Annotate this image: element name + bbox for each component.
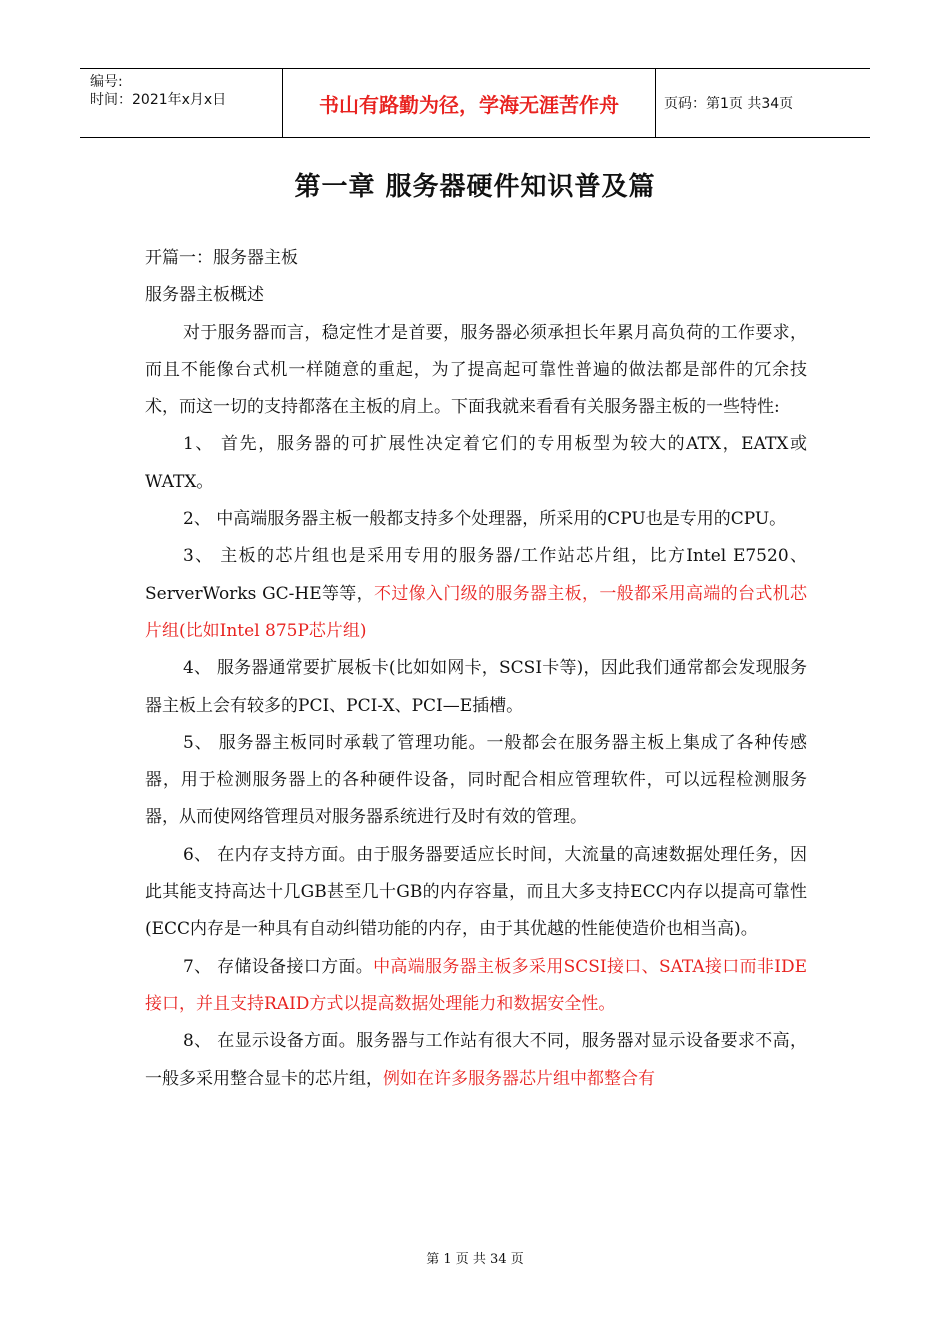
- list-item-text: 3、 主板的芯片组也是采用专用的服务器/工作站芯片组，比方Intel E7520、ServerWorks GC-HE等等，: [145, 546, 807, 604]
- list-item: [145, 725, 807, 837]
- document-date: 时间：2021年x月x日: [90, 92, 227, 108]
- list-item-text: 2、 中高端服务器主板一般都支持多个处理器，所采用的CPU也是专用的CPU。: [183, 509, 787, 530]
- subheading: 服务器主板概述: [145, 285, 264, 306]
- list-item: [145, 426, 807, 501]
- page-info: 页码：第1页 共34页: [664, 96, 794, 112]
- section-heading: 开篇一：服务器主板: [145, 248, 298, 268]
- document-body: [145, 240, 807, 1098]
- header-table: [80, 68, 870, 138]
- list-item-text: 8、 在显示设备方面。服务器与工作站有很大不同，服务器对显示设备要求不高，一般多采用整合显卡的芯片组，: [145, 1031, 807, 1089]
- list-item-text: 1、 首先，服务器的可扩展性决定着它们的专用板型为较大的ATX，EATX或WATX。: [145, 434, 807, 492]
- list-item: [145, 501, 807, 538]
- list-item-text: 6、 在内存支持方面。由于服务器要适应长时间，大流量的高速数据处理任务，因此其能支持高达十几GB甚至几十GB的内存容量，而且大多支持ECC内存以提高可靠性(ECC内存是一种具有自动纠错功能的内存，由于其优越的性能使造价也相当高)。: [145, 844, 807, 940]
- header-page-cell: [656, 69, 870, 137]
- list-item-highlight: 例如在许多服务器芯片组中都整合有: [383, 1068, 655, 1089]
- list-item-highlight: 不过像入门级的服务器主板，一般都采用高端的台式机芯片组(比如Intel 875P芯片组): [145, 583, 808, 641]
- list-item: [145, 650, 807, 725]
- list-item: [145, 949, 807, 1024]
- page-footer: 第 1 页 共 34 页: [426, 1252, 524, 1267]
- motto-text: 书山有路勤为径，学海无涯苦作舟: [319, 92, 619, 117]
- list-item: [145, 1023, 807, 1098]
- header-meta-cell: [80, 69, 282, 137]
- chapter-title: 第一章 服务器硬件知识普及篇: [294, 172, 656, 202]
- document-number-label: 编号:: [90, 74, 123, 90]
- header-motto-cell: [282, 69, 656, 137]
- list-item-highlight: 中高端服务器主板多采用SCSI接口、SATA接口而非IDE接口，并且支持RAID方式以提高数据处理能力和数据安全性。: [145, 956, 807, 1014]
- list-item-text: 7、 存储设备接口方面。: [183, 956, 374, 977]
- list-item-text: 4、 服务器通常要扩展板卡(比如如网卡，SCSI卡等)，因此我们通常都会发现服务器主板上会有较多的PCI、PCI-X、PCI—E插槽。: [145, 658, 807, 716]
- list-item-text: 5、 服务器主板同时承载了管理功能。一般都会在服务器主板上集成了各种传感器，用于检测服务器上的各种硬件设备，同时配合相应管理软件，可以远程检测服务器，从而使网络管理员对服务器系统进行及时有效的管理。: [145, 732, 807, 828]
- intro-paragraph: 对于服务器而言，稳定性才是首要，服务器必须承担长年累月高负荷的工作要求，而且不能像台式机一样随意的重起，为了提高起可靠性普遍的做法都是部件的冗余技术，而这一切的支持都落在主板的肩上。下面我就来看看有关服务器主板的一些特性:: [145, 322, 807, 418]
- list-item: [145, 538, 807, 650]
- list-item: [145, 837, 807, 949]
